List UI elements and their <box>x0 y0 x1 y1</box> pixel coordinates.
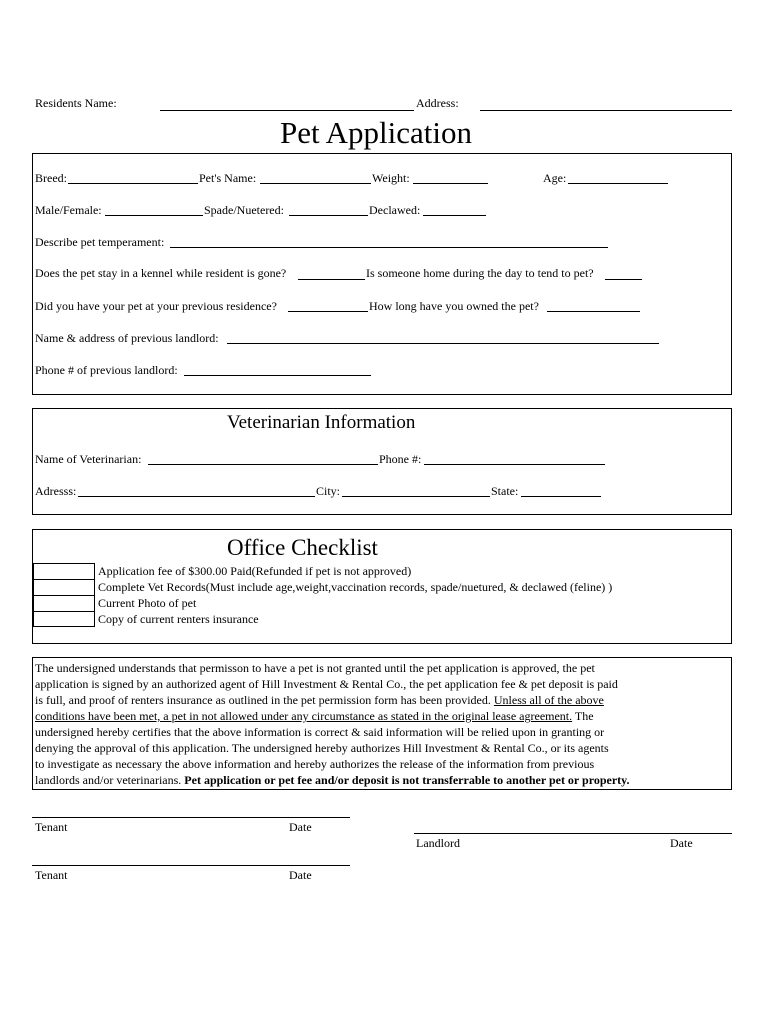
checklist-box-1[interactable] <box>33 563 95 579</box>
terms-line-8: landlords and/or veterinarians. Pet application or pet fee and/or deposit is not transferrable to another pet or property. <box>35 773 630 787</box>
vet-address-field[interactable] <box>78 496 315 497</box>
landlord-signature-line[interactable] <box>414 833 732 834</box>
tenant-date-label-1: Date <box>289 820 312 834</box>
terms-line-5: undersigned hereby certifies that the above information is correct & said information will be relied upon in granting or <box>35 725 605 739</box>
age-field[interactable] <box>568 183 668 184</box>
tenant-signature-line-1[interactable] <box>32 817 350 818</box>
previous-landlord-phone-label: Phone # of previous landlord: <box>35 363 178 377</box>
vet-state-label: State: <box>491 484 519 498</box>
terms-paragraph <box>35 660 729 788</box>
pets-name-label: Pet's Name: <box>199 171 257 185</box>
spade-nuetered-label: Spade/Nuetered: <box>204 203 284 217</box>
tenant-date-label-2: Date <box>289 868 312 882</box>
previous-landlord-phone-field[interactable] <box>184 375 371 376</box>
page-title: Pet Application <box>280 115 473 150</box>
how-long-field[interactable] <box>547 311 640 312</box>
terms-line-7: to investigate as necessary the above information and hereby authorizes the release of the information from previous <box>35 757 595 771</box>
someone-home-field[interactable] <box>605 279 642 280</box>
residents-name-label: Residents Name: <box>35 96 117 110</box>
male-female-field[interactable] <box>105 215 203 216</box>
checklist-item-4: Copy of current renters insurance <box>98 612 259 626</box>
vet-state-field[interactable] <box>521 496 601 497</box>
male-female-label: Male/Female: <box>35 203 102 217</box>
tenant-label-1: Tenant <box>35 820 68 834</box>
terms-line-6: denying the approval of this application. The undersigned hereby authorizes Hill Investment & Rental Co., or its agents <box>35 741 609 755</box>
pets-name-field[interactable] <box>260 183 371 184</box>
previous-landlord-label: Name & address of previous landlord: <box>35 331 219 345</box>
temperament-field[interactable] <box>170 247 608 248</box>
weight-label: Weight: <box>372 171 410 185</box>
previous-residence-field[interactable] <box>288 311 368 312</box>
vet-phone-field[interactable] <box>424 464 605 465</box>
declawed-label: Declawed: <box>369 203 421 217</box>
vet-name-label: Name of Veterinarian: <box>35 452 142 466</box>
terms-line-3: is full, and proof of renters insurance as outlined in the pet permission form has been provided. Unless all of the above <box>35 693 604 707</box>
terms-line-2: application is signed by an authorized agent of Hill Investment & Rental Co., the pet application fee & pet deposit is paid <box>35 677 618 691</box>
spade-nuetered-field[interactable] <box>289 215 368 216</box>
breed-field[interactable] <box>68 183 198 184</box>
vet-name-field[interactable] <box>148 464 378 465</box>
how-long-label: How long have you owned the pet? <box>369 299 539 313</box>
landlord-date-label: Date <box>670 836 693 850</box>
office-checklist-title: Office Checklist <box>227 535 378 560</box>
tenant-label-2: Tenant <box>35 868 68 882</box>
age-label: Age: <box>543 171 567 185</box>
landlord-label: Landlord <box>416 836 460 850</box>
residents-name-field[interactable] <box>160 110 414 111</box>
vet-city-label: City: <box>316 484 341 498</box>
kennel-field[interactable] <box>298 279 365 280</box>
veterinarian-title: Veterinarian Information <box>227 412 416 433</box>
temperament-label: Describe pet temperament: <box>35 235 165 249</box>
checklist-box-4[interactable] <box>33 611 95 627</box>
checklist-box-2[interactable] <box>33 579 95 595</box>
checklist-box-3[interactable] <box>33 595 95 611</box>
tenant-signature-line-2[interactable] <box>32 865 350 866</box>
terms-line-4: conditions have been met, a pet in not allowed under any circumstance as stated in the original lease agreement. The <box>35 709 594 723</box>
checklist-item-2: Complete Vet Records(Must include age,weight,vaccination records, spade/nuetured, & declawed (feline) ) <box>98 580 613 594</box>
previous-landlord-field[interactable] <box>227 343 659 344</box>
previous-residence-label: Did you have your pet at your previous residence? <box>35 299 277 313</box>
address-field[interactable] <box>480 110 732 111</box>
vet-address-label: Adresss: <box>35 484 77 498</box>
breed-label: Breed: <box>35 171 67 185</box>
vet-phone-label: Phone #: <box>379 452 422 466</box>
checklist-item-1: Application fee of $300.00 Paid(Refunded if pet is not approved) <box>98 564 412 578</box>
weight-field[interactable] <box>413 183 488 184</box>
vet-city-field[interactable] <box>342 496 490 497</box>
checklist-item-3: Current Photo of pet <box>98 596 197 610</box>
someone-home-label: Is someone home during the day to tend to pet? <box>366 266 594 280</box>
address-label: Address: <box>416 96 459 110</box>
declawed-field[interactable] <box>423 215 486 216</box>
kennel-label: Does the pet stay in a kennel while resident is gone? <box>35 266 287 280</box>
terms-line-1: The undersigned understands that permisson to have a pet is not granted until the pet application is approved, the pet <box>35 661 595 675</box>
